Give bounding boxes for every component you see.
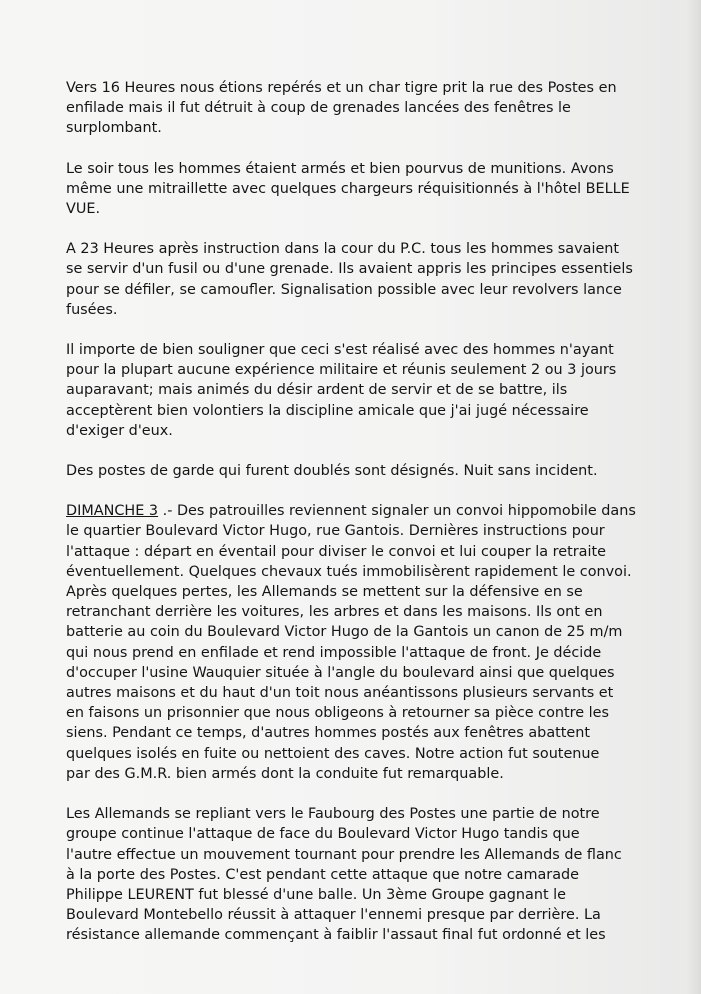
text-line: Des postes de garde qui furent doublés sont désignés. Nuit sans incident. xyxy=(66,463,598,480)
text-line: quelques isolés en fuite ou nettoient des caves. Notre action fut soutenue xyxy=(66,745,600,762)
text-line: Après quelques pertes, les Allemands se mettent sur la défensive en se xyxy=(66,584,583,601)
text-line: le quartier Boulevard Victor Hugo, rue Gantois. Dernières instructions pour xyxy=(66,523,605,540)
text-line: A 23 Heures après instruction dans la cour du P.C. tous les hommes savaient xyxy=(66,241,620,258)
text-line xyxy=(66,501,636,521)
text-line: enfilade mais il fut détruit à coup de grenades lancées des fenêtres le xyxy=(66,100,571,117)
text-line: éventuellement. Quelques chevaux tués immobilisèrent rapidement le convoi. xyxy=(66,563,632,580)
text-line: résistance allemande commençant à faiblir l'assaut final fut ordonné et les xyxy=(66,927,606,944)
text-line: batterie au coin du Boulevard Victor Hugo de la Gantois un canon de 25 m/m xyxy=(66,624,623,641)
text-line: Il importe de bien souligner que ceci s'est réalisé avec des hommes n'ayant xyxy=(66,342,614,359)
text-line: Vers 16 Heures nous étions repérés et un char tigre prit la rue des Postes en xyxy=(66,80,617,96)
text-line: même une mitraillette avec quelques chargeurs réquisitionnés à l'hôtel BELLE xyxy=(66,180,630,197)
text-line: auparavant; mais animés du désir ardent de servir et de se battre, ils xyxy=(66,382,568,399)
text-line: siens. Pendant ce temps, d'autres hommes postés aux fenêtres abattent xyxy=(66,725,591,742)
text-line: par des G.M.R. bien armés dont la conduite fut remarquable. xyxy=(66,765,504,782)
paragraph-discipline xyxy=(66,340,626,441)
text-line: Boulevard Montebello réussit à attaquer l'ennemi presque par derrière. La xyxy=(66,907,601,924)
text-line: retranchant derrière les voitures, les arbres et dans les maisons. Ils ont en xyxy=(66,604,603,621)
text-line: qui nous prend en enfilade et rend impossible l'attaque de front. Je décide xyxy=(66,644,602,661)
paragraph-postes-de-garde xyxy=(66,461,626,481)
document-body xyxy=(66,78,636,966)
text-line: Les Allemands se repliant vers le Faubourg des Postes une partie de notre xyxy=(66,806,600,823)
paragraph-dimanche xyxy=(66,501,636,784)
text-line: pour la plupart aucune expérience militaire et réunis seulement 2 ou 3 jours xyxy=(66,362,617,379)
text-line: surplombant. xyxy=(66,120,162,137)
text-line: pour se défiler, se camoufler. Signalisation possible avec leur revolvers lance xyxy=(66,281,622,298)
text-line: l'autre effectue un mouvement tournant pour prendre les Allemands de flanc xyxy=(66,846,622,863)
text-line: d'exiger d'eux. xyxy=(66,422,173,439)
text-line: VUE. xyxy=(66,201,101,218)
text-line: à la porte des Postes. C'est pendant cette attaque que notre camarade xyxy=(66,866,580,883)
paragraph-instruction xyxy=(66,239,633,320)
paragraph-faubourg xyxy=(66,804,626,945)
text-line: en faisons un prisonnier que nous obligeons à retourner sa pièce contre les xyxy=(66,705,610,722)
text-line: acceptèrent bien volontiers la discipline amicale que j'ai jugé nécessaire xyxy=(66,402,589,419)
text-line: Philippe LEURENT fut blessé d'une balle. Un 3ème Groupe gagnant le xyxy=(66,886,567,903)
text-segment: .- Des patrouilles reviennent signaler un convoi hippomobile dans xyxy=(158,503,636,520)
paragraph-munitions xyxy=(66,159,630,220)
text-line: fusées. xyxy=(66,301,118,318)
text-line: groupe continue l'attaque de face du Boulevard Victor Hugo tandis que xyxy=(66,826,580,843)
text-line: se servir d'un fusil ou d'une grenade. Ils avaient appris les principes essentiels xyxy=(66,261,633,278)
text-line: d'occuper l'usine Wauquier située à l'angle du boulevard ainsi que quelques xyxy=(66,664,615,681)
text-line: l'attaque : départ en éventail pour diviser le convoi et lui couper la retraite xyxy=(66,543,606,560)
text-line: Le soir tous les hommes étaient armés et bien pourvus de munitions. Avons xyxy=(66,160,614,177)
text-line: autres maisons et du haut d'un toit nous anéantissons plusieurs servants et xyxy=(66,685,614,702)
day-heading: DIMANCHE 3 xyxy=(66,503,159,520)
paragraph-char-tigre xyxy=(66,78,626,139)
